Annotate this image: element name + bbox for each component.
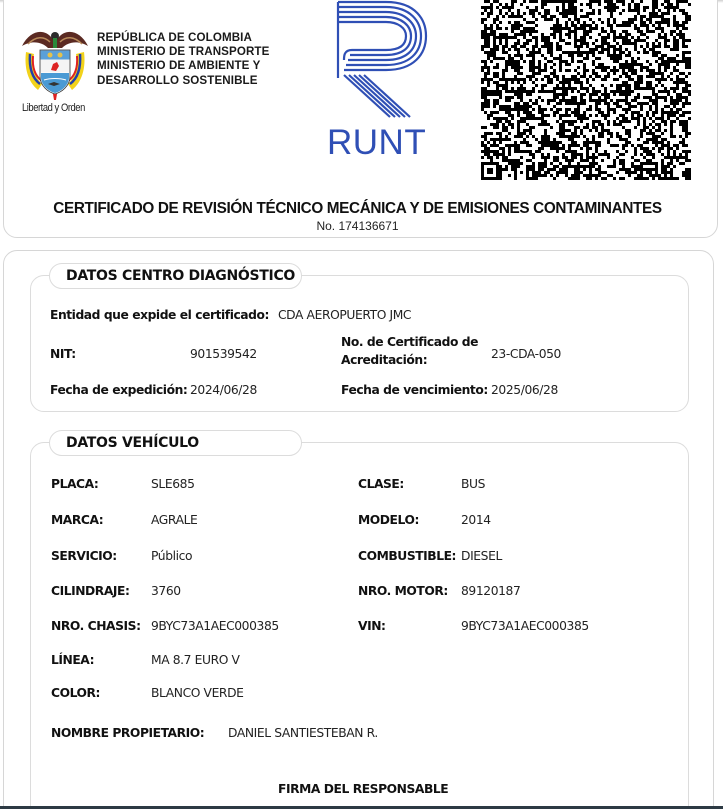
vehiculo-field-label: COMBUSTIBLE: (358, 549, 457, 563)
vehiculo-field-label: CLASE: (358, 477, 404, 491)
fecha-expedicion-value: 2024/06/28 (190, 383, 257, 397)
propietario-value: DANIEL SANTIESTEBAN R. (228, 726, 378, 740)
vehiculo-field-label: VIN: (358, 619, 386, 633)
certificate-number: No. 174136671 (316, 219, 399, 233)
coat-caption: Libertad y Orden (22, 102, 85, 114)
propietario-label: NOMBRE PROPIETARIO: (51, 726, 205, 740)
vehiculo-field-value: SLE685 (151, 477, 195, 491)
vehiculo-field-label: SERVICIO: (51, 549, 117, 563)
vehiculo-title: DATOS VEHÍCULO (49, 430, 302, 456)
vehiculo-field-label: COLOR: (51, 686, 101, 700)
colombia-coat-of-arms-icon (20, 24, 90, 102)
vehiculo-field-value: 89120187 (461, 584, 521, 598)
government-heading (97, 31, 269, 88)
entidad-label: Entidad que expide el certificado: (50, 308, 269, 322)
vehiculo-field-value: 3760 (151, 584, 181, 598)
gov-line: REPÚBLICA DE COLOMBIA (97, 31, 252, 44)
vehiculo-field-value: Público (151, 549, 193, 563)
vehiculo-field-value: 9BYC73A1AEC000385 (151, 619, 279, 633)
fecha-vencimiento-label: Fecha de vencimiento: (341, 383, 488, 397)
vehiculo-field-label: CILINDRAJE: (51, 584, 130, 598)
vehiculo-field-label: PLACA: (51, 477, 99, 491)
vehiculo-field-label: LÍNEA: (51, 653, 95, 667)
gov-line: MINISTERIO DE AMBIENTE Y (97, 59, 261, 73)
entidad-value: CDA AEROPUERTO JMC (278, 308, 412, 322)
nit-label: NIT: (50, 347, 76, 361)
vehiculo-field-value: DIESEL (461, 549, 502, 563)
centro-diagnostico-title: DATOS CENTRO DIAGNÓSTICO (49, 263, 302, 289)
gov-line: DESARROLLO SOSTENIBLE (97, 73, 258, 87)
vehiculo-field-label: MARCA: (51, 513, 104, 527)
vehiculo-field-label: NRO. CHASIS: (51, 619, 141, 633)
acreditacion-label-line1: No. de Certificado de (341, 335, 479, 349)
vehiculo-field-label: NRO. MOTOR: (358, 584, 448, 598)
acreditacion-value: 23-CDA-050 (491, 347, 561, 361)
acreditacion-label-line2: Acreditación: (341, 353, 428, 367)
fecha-expedicion-label: Fecha de expedición: (50, 383, 188, 397)
runt-logo-icon (336, 0, 428, 118)
vehiculo-field-value: BLANCO VERDE (151, 686, 244, 700)
nit-value: 901539542 (190, 347, 257, 361)
firma-responsable-label: FIRMA DEL RESPONSABLE (278, 782, 449, 796)
certificate-title: CERTIFICADO DE REVISIÓN TÉCNICO MECÁNICA Y DE EMISIONES CONTAMINANTES (53, 200, 662, 217)
vehiculo-field-value: MA 8.7 EURO V (151, 653, 240, 667)
vehiculo-field-label: MODELO: (358, 513, 419, 527)
qr-code-icon[interactable] (481, 0, 691, 181)
vehiculo-field-value: 9BYC73A1AEC000385 (461, 619, 589, 633)
vehiculo-field-value: BUS (461, 477, 486, 491)
runt-brand-text: RUNT (327, 123, 427, 162)
gov-line: MINISTERIO DE TRANSPORTE (97, 45, 270, 59)
fecha-vencimiento-value: 2025/06/28 (491, 383, 558, 397)
vehiculo-field-value: AGRALE (151, 513, 198, 527)
vehiculo-field-value: 2014 (461, 513, 491, 527)
